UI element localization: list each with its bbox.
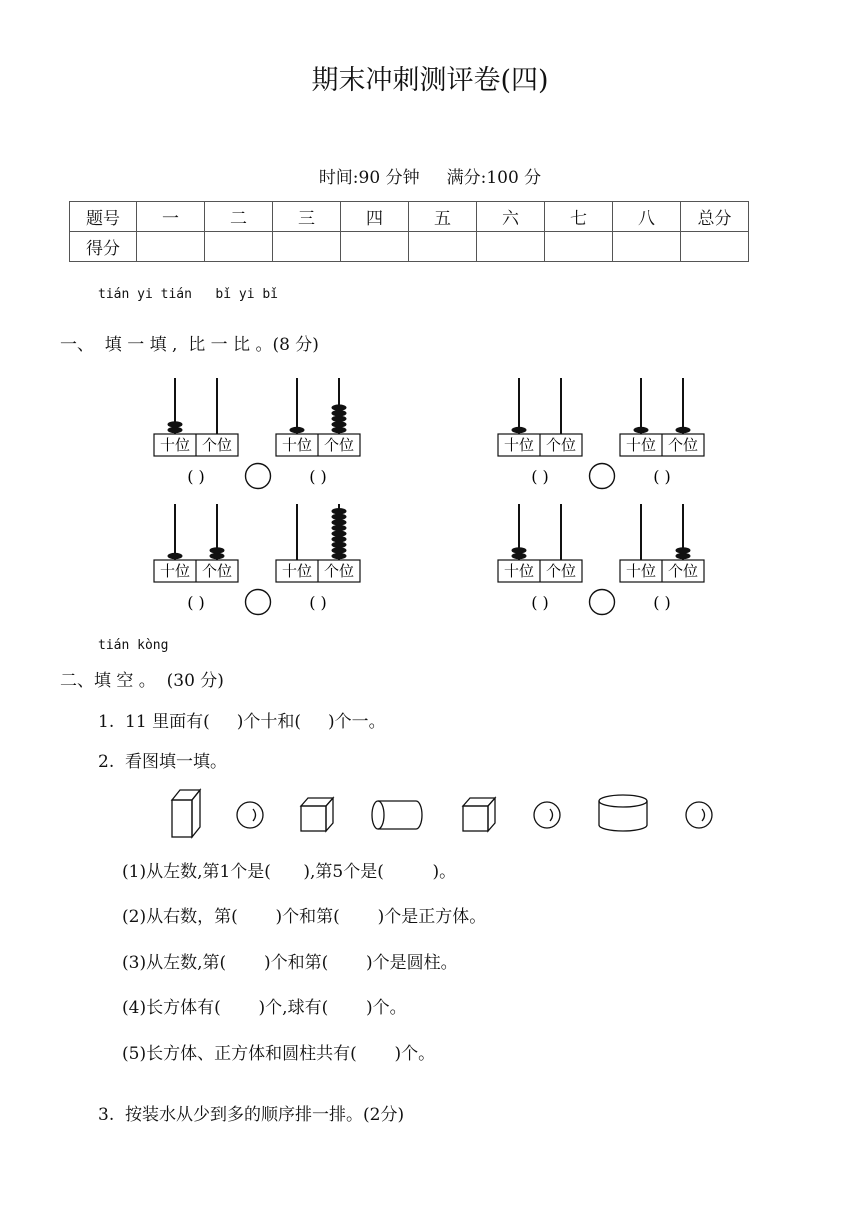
abacus-bead [290,427,305,433]
abacus-bead [512,427,527,433]
answer-blank: ( ) [653,467,671,486]
score-header-cell: 六 [477,202,545,232]
answer-blank: ( ) [531,467,549,486]
abacus-bead [210,547,225,553]
score-input-cell[interactable] [273,232,341,262]
sphere-icon [237,802,263,828]
abacus-ones-label: 个位 [323,436,355,454]
abacus [498,504,582,612]
abacus-tens-label: 十位 [159,436,191,454]
question-1: 1. 11 里面有( )个十和( )个一。 [98,712,386,732]
abacus [154,378,238,486]
question-2: 2. 看图填一填。 [98,752,228,772]
abacus-ones-label: 个位 [545,562,577,580]
section1-pinyin: tián yi tián bǐ yi bǐ [98,287,279,302]
abacus-ones-label: 个位 [667,436,699,454]
score-header-cell: 三 [273,202,341,232]
score-input-cell[interactable] [409,232,477,262]
score-input-cell[interactable] [477,232,545,262]
abacus-bead [168,421,183,427]
question-3: 3. 按装水从少到多的顺序排一排。(2分) [98,1105,405,1125]
answer-blank: ( ) [653,593,671,612]
answer-blank: ( ) [187,467,205,486]
abacus-bead [332,519,347,525]
abacus [154,504,238,612]
score-input-cell[interactable] [341,232,409,262]
abacus-tens-label: 十位 [281,562,313,580]
exam-meta: 时间:90 分钟 满分:100 分 [318,168,542,188]
abacus-bead [676,553,691,559]
solid-shapes-figure [0,782,860,844]
cylinder-vertical-icon [599,795,647,831]
score-header-cell: 四 [341,202,409,232]
score-input-cell[interactable] [613,232,681,262]
abacus-bead [168,427,183,433]
compare-circle [246,464,271,489]
abacus-tens-label: 十位 [159,562,191,580]
abacus-bead [332,421,347,427]
abacus-comparison-figure [0,360,860,630]
score-table [69,201,749,262]
compare-circle [590,464,615,489]
abacus [498,378,582,486]
abacus-bead [332,553,347,559]
score-header-cell: 一 [137,202,205,232]
sphere-icon [534,802,560,828]
abacus-bead [332,514,347,520]
cylinder-horizontal-icon [372,801,422,829]
answer-blank: ( ) [187,593,205,612]
score-table-score-row [70,232,749,262]
abacus-tens-label: 十位 [625,436,657,454]
score-input-cell[interactable] [545,232,613,262]
abacus-bead [168,553,183,559]
abacus-bead [332,530,347,536]
abacus-bead [512,553,527,559]
abacus-bead [332,542,347,548]
abacus-tens-label: 十位 [503,562,535,580]
abacus-bead [332,427,347,433]
section1-heading: 一、 填 一 填 , 比 一 比 。(8 分) [60,335,319,355]
abacus [276,504,360,612]
score-header-cell: 八 [613,202,681,232]
abacus-tens-label: 十位 [625,562,657,580]
abacus-ones-label: 个位 [545,436,577,454]
cuboid-icon [172,790,200,837]
abacus-bead [634,427,649,433]
compare-circle [246,590,271,615]
cube-icon [301,798,333,831]
question-2-sub-1: (1)从左数,第1个是( ),第5个是( )。 [122,862,457,882]
compare-circle [590,590,615,615]
abacus-bead [332,536,347,542]
abacus-ones-label: 个位 [201,436,233,454]
page-title: 期末冲刺测评卷(四) [311,65,549,96]
abacus-bead [332,410,347,416]
abacus-ones-label: 个位 [323,562,355,580]
cube-icon [463,798,495,831]
question-2-sub-3: (3)从左数,第( )个和第( )个是圆柱。 [122,953,458,973]
abacus-ones-label: 个位 [667,562,699,580]
abacus [620,378,704,486]
answer-blank: ( ) [309,467,327,486]
question-2-sub-2: (2)从右数，第( )个和第( )个是正方体。 [122,907,487,927]
score-input-cell[interactable] [137,232,205,262]
question-2-sub-5: (5)长方体、正方体和圆柱共有( )个。 [122,1044,436,1064]
abacus-bead [332,404,347,410]
abacus-bead [512,547,527,553]
score-header-cell: 五 [409,202,477,232]
abacus-tens-label: 十位 [281,436,313,454]
score-header-cell: 题号 [70,202,137,232]
abacus-tens-label: 十位 [503,436,535,454]
score-header-cell: 总分 [681,202,749,232]
section2-heading: 二、填 空 。 (30 分) [60,671,224,691]
abacus [276,378,360,486]
score-row-label: 得分 [70,232,137,262]
abacus-bead [332,525,347,531]
abacus-bead [210,553,225,559]
section2-pinyin: tián kòng [98,638,169,653]
score-table-header-row [70,202,749,232]
abacus-ones-label: 个位 [201,562,233,580]
abacus-bead [332,416,347,422]
question-2-sub-4: (4)长方体有( )个,球有( )个。 [122,998,407,1018]
answer-blank: ( ) [309,593,327,612]
abacus [620,504,704,612]
answer-blank: ( ) [531,593,549,612]
score-header-cell: 二 [205,202,273,232]
score-input-cell[interactable] [681,232,749,262]
sphere-icon [686,802,712,828]
score-header-cell: 七 [545,202,613,232]
abacus-bead [676,427,691,433]
score-input-cell[interactable] [205,232,273,262]
abacus-bead [676,547,691,553]
abacus-bead [332,547,347,553]
abacus-bead [332,508,347,514]
